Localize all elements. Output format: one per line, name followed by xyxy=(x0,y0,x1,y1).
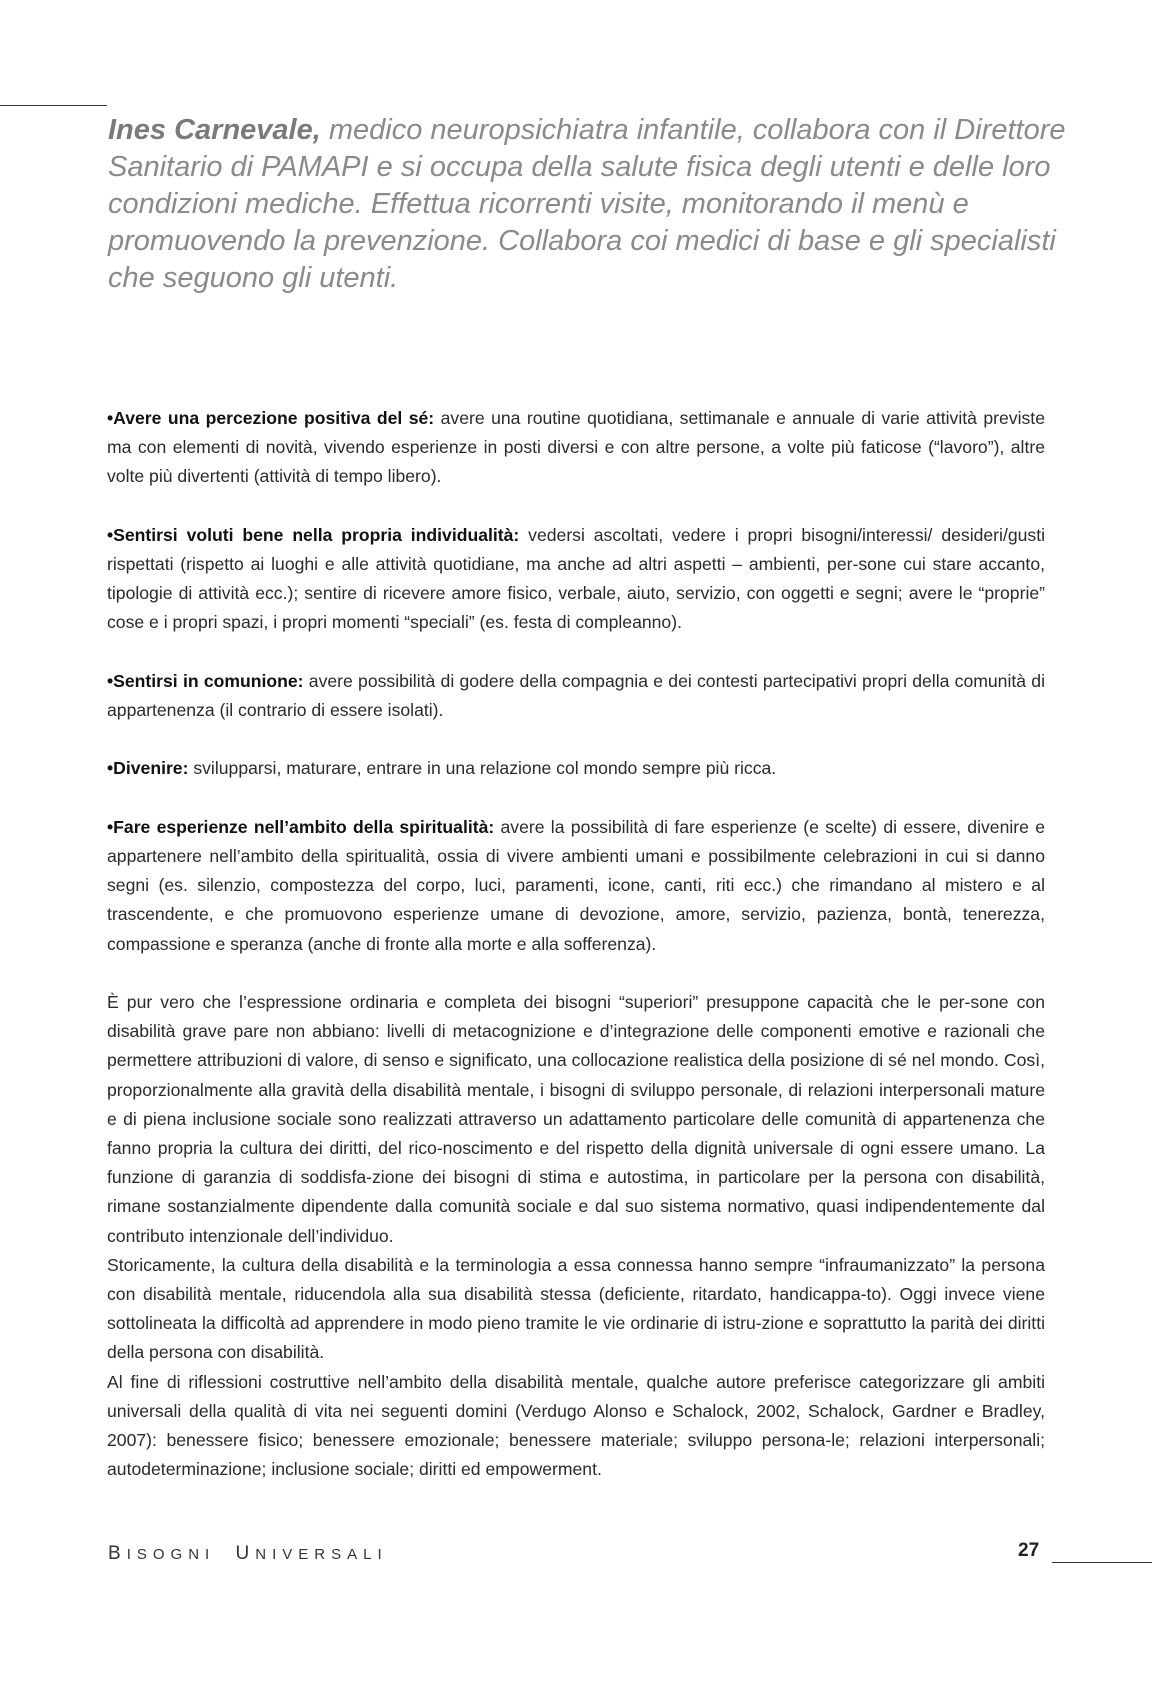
bullet-heading: •Avere una percezione positiva del sé: xyxy=(107,408,435,428)
bullet-item xyxy=(107,754,1045,783)
bullet-item xyxy=(107,813,1045,959)
main-text xyxy=(107,404,1045,1484)
bullet-item xyxy=(107,404,1045,492)
bullet-item xyxy=(107,521,1045,638)
bullet-text: avere una routine quotidiana, settimanale e annuale di varie attività previste ma con elementi di novità, vivendo esperienze in posti diversi e con altre persone, a volte più faticose (“lavoro”), altre volte più divertenti (attività di tempo libero). xyxy=(107,408,1045,487)
bullet-heading: •Fare esperienze nell’ambito della spiritualità: xyxy=(107,816,495,837)
bullet-heading: •Divenire: xyxy=(107,758,189,779)
author-name: Ines Carnevale, xyxy=(108,114,321,146)
author-description: medico neuropsichiatra infantile, collabora con il Direttore Sanitario di PAMAPI e si occupa della salute fisica degli utenti e delle loro condizioni mediche. Effettua ricorrenti visite, monitorando il menù e promuovendo la prevenzione. Collabora coi medici di base e gli specialisti che seguono gli utenti. xyxy=(108,114,1066,294)
paragraph: È pur vero che l’espressione ordinaria e completa dei bisogni “superiori” presuppone capacità che le per-sone con disabilità grave pare non abbiano: livelli di metacognizione e d’integrazione delle componenti emotive e razionali che permettere attribuzioni di valore, di senso e significato, una collocazione realistica della posizione di sé nel mondo. Così, proporzionalmente alla gravità della disabilità mentale, i bisogni di sviluppo personale, di relazioni interpersonali mature e di piena inclusione sociale sono realizzati attraverso un adattamento particolare delle comunità di appartenenza che fanno propria la cultura dei diritti, del rico-noscimento e del rispetto della dignità universale di ogni essere umano. La funzione di garanzia di soddisfa-zione dei bisogni di stima e autostima, in particolare per la persona con disabilità, rimane sostanzialmente dipendente dalla comunità sociale e dal suo sistema normativo, quasi indipendentemente dal contributo intenzionale dell’individuo. xyxy=(107,991,1045,1246)
top-rule xyxy=(0,105,107,106)
paragraph: Al fine di riflessioni costruttive nell’ambito della disabilità mentale, qualche autore preferisce categorizzare gli ambiti universali della qualità di vita nei seguenti domini (Verdugo Alonso e Schalock, 2002, Schalock, Gardner e Bradley, 2007): benessere fisico; benessere emozionale; benessere materiale; sviluppo persona-le; relazioni interpersonali; autodeterminazione; inclusione sociale; diritti ed empowerment. xyxy=(107,1371,1045,1480)
bullet-text: avere possibilità di godere della compagnia e dei contesti partecipativi propri della comunità di appartenenza (il contrario di essere isolati). xyxy=(107,670,1045,720)
page-number: 27 xyxy=(1018,1540,1040,1561)
bottom-rule xyxy=(1052,1562,1152,1563)
bullet-text: avere la possibilità di fare esperienze (e scelte) di essere, divenire e appartenere nell’ambito della spiritualità, ossia di vivere ambienti umani e possibilmente celebrazioni in cui si danno segni (es. silenzio, compostezza del corpo, luci, paramenti, icone, canti, riti ecc.) che rimandano al mistero e al trascendente, e che promuovono esperienze umane di devozione, amore, servizio, pazienza, bontà, tenerezza, compassione e speranza (anche di fronte alla morte e alla sofferenza). xyxy=(107,816,1045,954)
running-footer-title: BISOGNI UNIVERSALI xyxy=(108,1543,388,1564)
bullet-heading: •Sentirsi in comunione: xyxy=(107,670,304,691)
bullet-heading: •Sentirsi voluti bene nella propria individualità: xyxy=(107,524,520,545)
bullet-text: vedersi ascoltati, vedere i propri bisogni/interessi/ desideri/gusti rispettati (rispetto ai luoghi e alle attività quotidiane, ma anche ad altri aspetti – ambienti, per-sone cui stare accanto, tipologie di attività ecc.); sentire di ricevere amore fisico, verbale, aiuto, servizio, con oggetti e segni; avere le “proprie” cose e i propri spazi, i propri momenti “speciali” (es. festa di compleanno). xyxy=(107,524,1045,633)
bullet-item xyxy=(107,667,1045,725)
bullet-text: svilupparsi, maturare, entrare in una relazione col mondo sempre più ricca. xyxy=(188,758,777,779)
paragraph: Storicamente, la cultura della disabilità e la terminologia a essa connessa hanno sempre “infraumanizzato” la persona con disabilità mentale, riducendola alla sua disabilità stessa (deficiente, ritardato, handicappa-to). Oggi invece viene sottolineata la difficoltà ad apprendere in modo pieno tramite le vie ordinarie di istru-zione e soprattutto la parità dei diritti della persona con disabilità. xyxy=(107,1254,1045,1363)
author-intro xyxy=(108,112,1068,297)
